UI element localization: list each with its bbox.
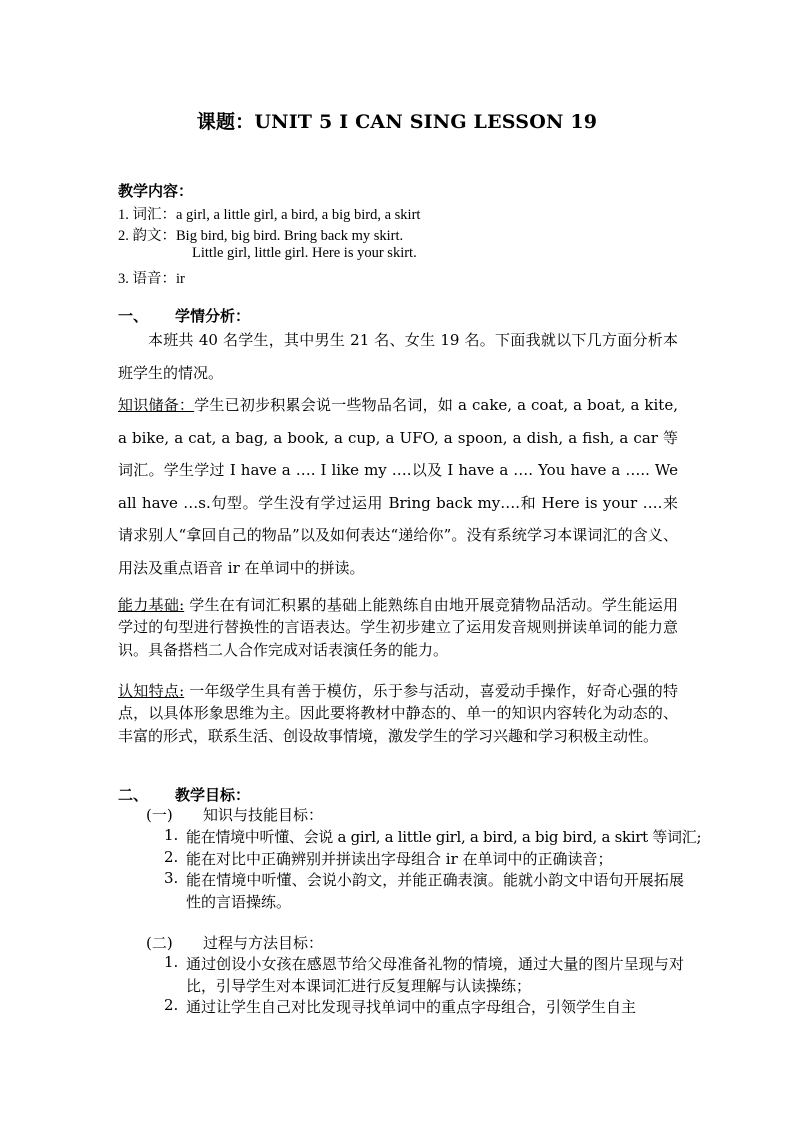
cognition-text: 一年级学生具有善于模仿，乐于参与活动，喜爱动手操作，好奇心强的特点，以具体形象思维为主。因此要将教材中静态的、单一的知识内容转化为动态的、丰富的形式，联系生活、创设故事情境，激发学生的学习兴趣和学习积极主动性。 xyxy=(118,682,678,745)
cognition-label: 认知特点: xyxy=(118,682,185,700)
knowledge-paragraph xyxy=(118,389,678,584)
subsection-2-heading: 过程与方法目标： xyxy=(203,934,324,952)
objective-text: 能在对比中正确辨别并拼读出字母组合 ir 在单词中的正确读音； xyxy=(186,850,613,868)
ability-paragraph xyxy=(118,594,678,661)
ability-text: 学生在有词汇积累的基础上能熟练自由地开展竞猜物品活动。学生能运用学过的句型进行替换性的言语表达。学生初步建立了运用发音规则拼读单词的能力意识。具备搭档二人合作完成对话表演任务的能力。 xyxy=(118,596,678,659)
subsection-2-number: (二) xyxy=(146,934,173,952)
section-1-heading: 学情分析： xyxy=(175,307,251,325)
lesson-title: 课题：UNIT 5 I CAN SING LESSON 19 xyxy=(196,111,598,133)
section-2-heading: 教学目标： xyxy=(175,786,251,804)
objective-text: 通过让学生自己对比发现寻找单词中的重点字母组合，引领学生自主 xyxy=(186,998,637,1016)
ability-label: 能力基础: xyxy=(118,596,185,614)
knowledge-label: 知识储备： xyxy=(118,396,195,414)
objective-text: 能在情境中听懂、会说小韵文，并能正确表演。能就小韵文中语句开展拓展性的言语操练。 xyxy=(186,871,684,912)
objective-number: 2. xyxy=(164,848,179,866)
objective-number: 2. xyxy=(164,996,179,1014)
content-line-2b: Little girl, little girl. Here is your skirt. xyxy=(192,245,417,261)
content-line-1: 1. 词汇：a girl, a little girl, a bird, a big bird, a skirt xyxy=(118,207,421,223)
subsection-1-heading: 知识与技能目标： xyxy=(203,806,324,824)
objective-number: 3. xyxy=(164,869,179,887)
objective-number: 1. xyxy=(164,953,179,971)
knowledge-text: 学生已初步积累会说一些物品名词，如 a cake, a coat, a boat, a kite, a bike, a cat, a bag, a book, a cup, a UFO, a spoon, a dish, a fish, a car 等词汇。学生学过 I have a …. I like my ….以及 I have a …. You have a ….. We all have …s.句型。学生没有学过运用 Bring back my….和 Here is your ….来请求别人“拿回自己的物品”以及如何表达“递给你”。没有系统学习本课词汇的含义、用法及重点语音 ir 在单词中的拼读。 xyxy=(118,396,678,577)
objective-text: 通过创设小女孩在感恩节给父母准备礼物的情境，通过大量的图片呈现与对比，引导学生对本课词汇进行反复理解与认读操练； xyxy=(186,955,684,996)
section-2-number: 二、 xyxy=(118,786,149,804)
subsection-1-number: (一) xyxy=(146,806,173,824)
content-line-3: 3. 语音：ir xyxy=(118,271,185,287)
section-1-number: 一、 xyxy=(118,307,149,325)
objective-number: 1. xyxy=(164,826,179,844)
objective-text: 能在情境中听懂、会说 a girl, a little girl, a bird, a big bird, a skirt 等词汇; xyxy=(186,828,702,846)
content-line-2: 2. 韵文：Big bird, big bird. Bring back my skirt. xyxy=(118,228,404,244)
section-1-intro: 本班共 40 名学生，其中男生 21 名、女生 19 名。下面我就以下几方面分析本班学生的情况。 xyxy=(118,331,678,382)
cognition-paragraph xyxy=(118,680,678,747)
content-heading: 教学内容： xyxy=(118,182,194,200)
